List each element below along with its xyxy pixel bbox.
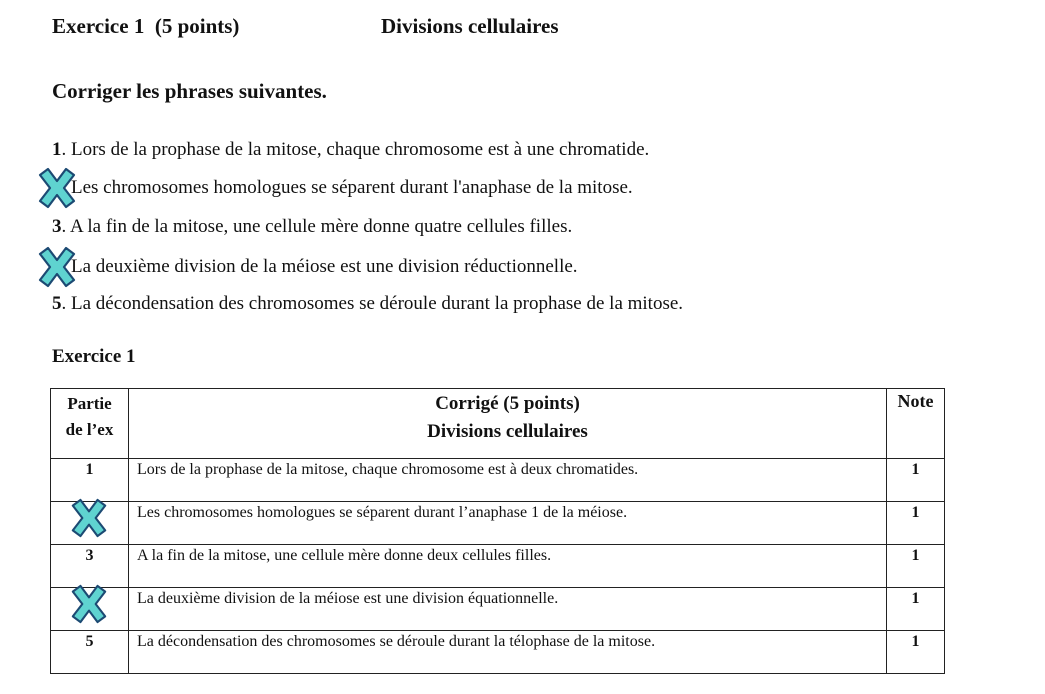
question-text: Les chromosomes homologues se séparent durant l'anaphase de la mitose. xyxy=(71,177,633,198)
row-note: 1 xyxy=(887,459,945,502)
row-text: Les chromosomes homologues se séparent durant l’anaphase 1 de la méiose. xyxy=(129,502,887,545)
table-row xyxy=(51,459,945,502)
row-text: A la fin de la mitose, une cellule mère donne deux cellules filles. xyxy=(129,545,887,588)
row-text: Lors de la prophase de la mitose, chaque chromosome est à deux chromatides. xyxy=(129,459,887,502)
row-text: La décondensation des chromosomes se déroule durant la télophase de la mitose. xyxy=(129,631,887,674)
row-text: La deuxième division de la méiose est une division équationnelle. xyxy=(129,588,887,631)
question-number: 5 xyxy=(52,293,62,314)
row-part xyxy=(51,502,129,545)
question-5: 5. La décondensation des chromosomes se déroule durant la prophase de la mitose. xyxy=(52,293,684,314)
row-note: 1 xyxy=(887,631,945,674)
question-1: 1. Lors de la prophase de la mitose, chaque chromosome est à une chromatide. xyxy=(52,139,650,160)
exercise-label: Exercice 1 xyxy=(52,14,145,38)
question-3: 3. A la fin de la mitose, une cellule mère donne quatre cellules filles. xyxy=(52,216,573,237)
cross-mark-icon xyxy=(36,246,78,288)
cross-mark-icon xyxy=(69,582,109,626)
row-note: 1 xyxy=(887,545,945,588)
question-2 xyxy=(52,177,633,199)
question-text: La deuxième division de la méiose est une division réductionnelle. xyxy=(71,256,578,277)
header-part: Partie de l’ex xyxy=(51,389,129,459)
answer-table xyxy=(50,388,945,674)
question-number: 3 xyxy=(52,216,62,237)
instruction: Corriger les phrases suivantes. xyxy=(52,79,327,103)
table-row xyxy=(51,502,945,545)
question-number: 1 xyxy=(52,139,62,160)
row-part: 3 xyxy=(51,545,129,588)
cross-mark-icon xyxy=(36,167,78,209)
table-header-row xyxy=(51,389,945,459)
cross-mark-icon xyxy=(69,496,109,540)
row-note: 1 xyxy=(887,502,945,545)
row-part: 5 xyxy=(51,631,129,674)
table-row xyxy=(51,588,945,631)
question-text: Lors de la prophase de la mitose, chaque chromosome est à une chromatide. xyxy=(71,139,650,160)
header-note: Note xyxy=(887,389,945,459)
row-part xyxy=(51,588,129,631)
header-corrige: Corrigé (5 points) Divisions cellulaires xyxy=(129,389,887,459)
row-note: 1 xyxy=(887,588,945,631)
question-text: La décondensation des chromosomes se déroule durant la prophase de la mitose. xyxy=(71,293,684,314)
exercise-points: (5 points) xyxy=(154,14,240,38)
exercise-title xyxy=(52,14,239,39)
row-part: 1 xyxy=(51,459,129,502)
question-4 xyxy=(52,256,578,278)
topic-title: Divisions cellulaires xyxy=(381,14,559,38)
table-row xyxy=(51,545,945,588)
answer-heading: Exercice 1 xyxy=(52,346,136,367)
table-row xyxy=(51,631,945,674)
question-text: A la fin de la mitose, une cellule mère donne quatre cellules filles. xyxy=(69,216,573,237)
